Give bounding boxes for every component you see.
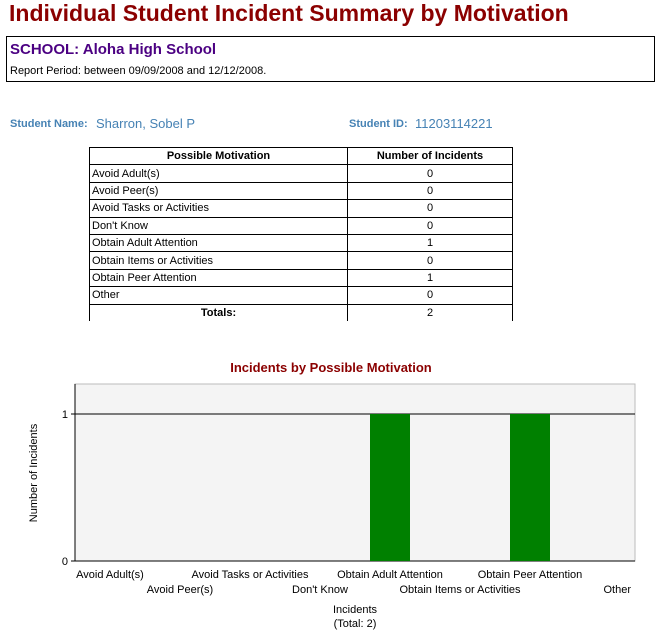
plot-area — [75, 384, 635, 561]
table-row — [90, 165, 513, 182]
x-tick-label: Avoid Adult(s) — [76, 569, 144, 581]
bar — [370, 414, 410, 561]
bar — [510, 414, 550, 561]
count-cell: 0 — [348, 217, 513, 234]
report-period: Report Period: between 09/09/2008 and 12/12/2008. — [10, 65, 267, 77]
x-tick-label: Other — [603, 584, 631, 596]
table-row — [90, 217, 513, 234]
student-name: Sharron, Sobel P — [96, 116, 196, 131]
x-axis-label: Incidents — [332, 604, 378, 616]
motivation-cell: Obtain Adult Attention — [90, 234, 348, 251]
motivation-cell: Don't Know — [90, 217, 348, 234]
motivation-cell: Obtain Peer Attention — [90, 269, 348, 286]
count-cell: 0 — [348, 200, 513, 217]
table-row — [90, 269, 513, 286]
school-info-box — [6, 36, 655, 82]
student-id-label: Student ID: — [349, 118, 408, 130]
totals-value: 2 — [348, 304, 513, 321]
y-tick-label: 0 — [61, 556, 68, 568]
table-row — [90, 287, 513, 304]
table-row — [90, 200, 513, 217]
count-cell: 0 — [348, 182, 513, 199]
motivation-column-header: Possible Motivation — [90, 148, 348, 165]
table-header-row — [90, 148, 513, 165]
motivation-cell: Obtain Items or Activities — [90, 252, 348, 269]
count-cell: 1 — [348, 269, 513, 286]
motivation-cell: Avoid Tasks or Activities — [90, 200, 348, 217]
y-tick-label: 1 — [61, 409, 68, 421]
school-name: SCHOOL: Aloha High School — [10, 41, 217, 58]
incidents-chart — [0, 350, 660, 632]
table-row — [90, 182, 513, 199]
x-tick-label: Obtain Items or Activities — [399, 584, 521, 596]
x-tick-label: Obtain Peer Attention — [477, 569, 583, 581]
motivation-cell: Avoid Adult(s) — [90, 165, 348, 182]
y-axis-label: Number of Incidents — [28, 423, 40, 523]
student-id: 11203114221 — [415, 116, 493, 131]
motivation-cell: Other — [90, 287, 348, 304]
chart-title: Incidents by Possible Motivation — [230, 360, 432, 375]
count-cell: 1 — [348, 234, 513, 251]
count-cell: 0 — [348, 252, 513, 269]
count-cell: 0 — [348, 165, 513, 182]
motivation-table — [89, 147, 513, 321]
count-column-header: Number of Incidents — [348, 148, 513, 165]
table-row — [90, 234, 513, 251]
table-row — [90, 252, 513, 269]
totals-label: Totals: — [90, 304, 348, 321]
x-tick-label: Obtain Adult Attention — [337, 569, 443, 581]
x-tick-label: Don't Know — [292, 584, 348, 596]
x-axis-total: (Total: 2) — [333, 618, 377, 630]
x-tick-label: Avoid Tasks or Activities — [191, 569, 309, 581]
count-cell: 0 — [348, 287, 513, 304]
x-tick-label: Avoid Peer(s) — [146, 584, 214, 596]
totals-row — [90, 304, 513, 321]
report-title: Individual Student Incident Summary by Motivation — [9, 0, 569, 26]
student-name-label: Student Name: — [10, 118, 88, 130]
motivation-cell: Avoid Peer(s) — [90, 182, 348, 199]
